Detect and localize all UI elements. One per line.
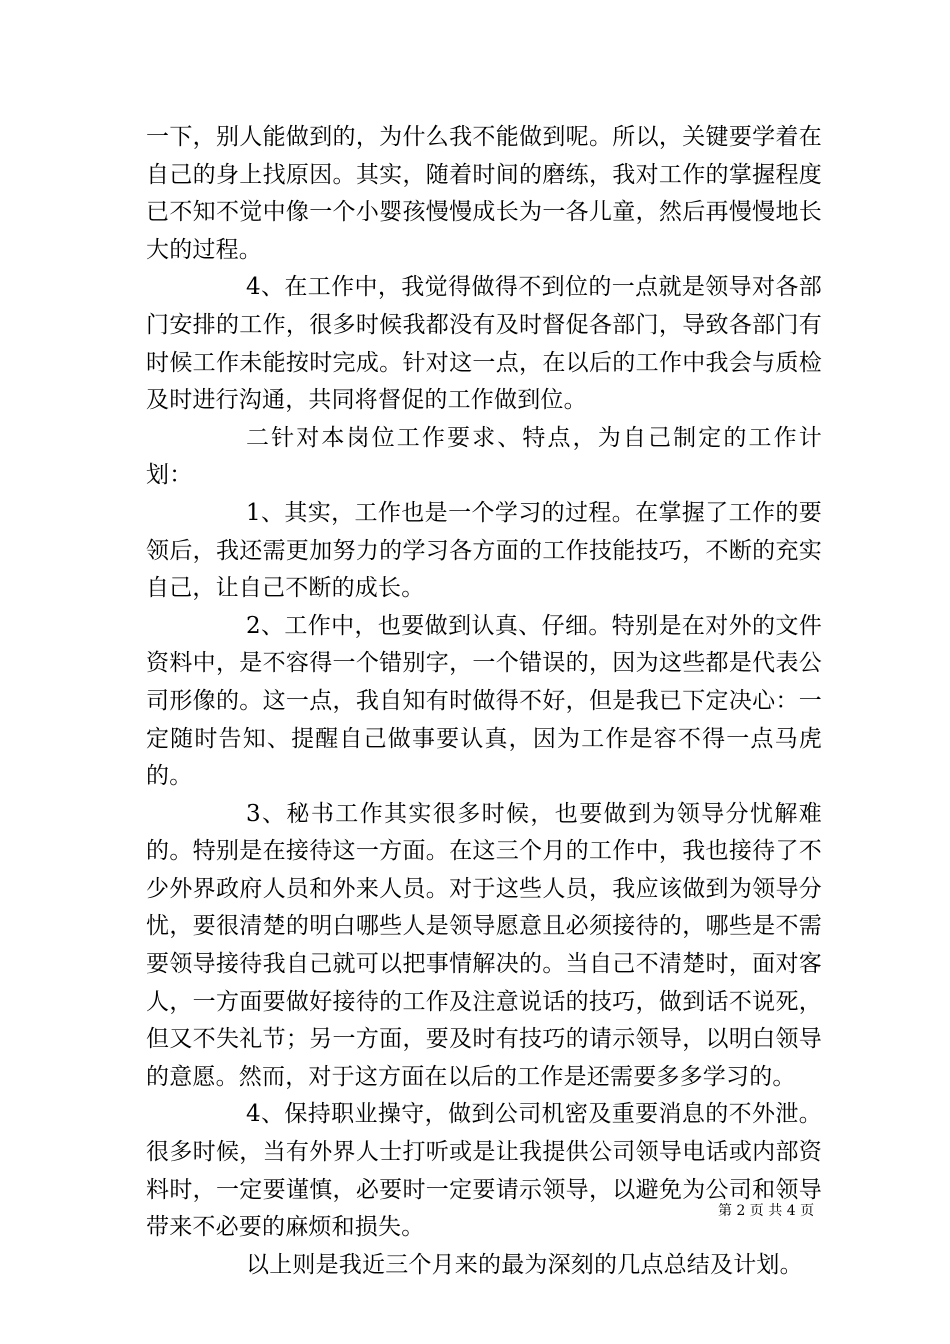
paragraph-6: 3、秘书工作其实很多时候，也要做到为领导分忧解难的。特别是在接待这一方面。在这三个月的工作中，我也接待了不少外界政府人员和外来人员。对于这些人员，我应该做到为领导分忧，要很清楚的明白哪些人是领导愿意且必须接待的，哪些是不需要领导接待我自己就可以把事情解决的。当自己不清楚时，面对客人，一方面要做好接待的工作及注意说话的技巧，做到话不说死，但又不失礼节；另一方面，要及时有技巧的请示领导，以明白领导的意愿。然而，对于这方面在以后的工作是还需要多多学习的。: [146, 800, 822, 1090]
paragraph-conclusion: 以上则是我近三个月来的最为深刻的几点总结及计划。: [246, 1251, 803, 1278]
paragraph-1: 一下，别人能做到的，为什么我不能做到呢。所以，关键要学着在自己的身上找原因。其实，随着时间的磨练，我对工作的掌握程度已不知不觉中像一个小婴孩慢慢成长为一各儿童，然后再慢慢地长大的过程。: [146, 124, 822, 263]
paragraph-2: 4、在工作中，我觉得做得不到位的一点就是领导对各部门安排的工作，很多时候我都没有及时督促各部门，导致各部门有时候工作未能按时完成。针对这一点，在以后的工作中我会与质检及时进行沟通，共同将督促的工作做到位。: [146, 274, 822, 414]
page-number-footer: 第 2 页 共 4 页: [718, 1203, 815, 1219]
paragraph-7: 4、保持职业操守，做到公司机密及重要消息的不外泄。很多时候，当有外界人士打听或是让我提供公司领导电话或内部资料时，一定要谨慎，必要时一定要请示领导，以避免为公司和领导带来不必要的麻烦和损失。: [146, 1101, 822, 1241]
paragraph-5: 2、工作中，也要做到认真、仔细。特别是在对外的文件资料中，是不容得一个错别字，一个错误的，因为这些都是代表公司形像的。这一点，我自知有时做得不好，但是我已下定决心：一定随时告知、提醒自己做事要认真，因为工作是容不得一点马虎的。: [146, 612, 822, 790]
section-heading-plan: 二针对本岗位工作要求、特点，为自己制定的工作计划：: [146, 424, 822, 489]
paragraph-4: 1、其实，工作也是一个学习的过程。在掌握了工作的要领后，我还需更加努力的学习各方面的工作技能技巧，不断的充实自己，让自己不断的成长。: [146, 499, 822, 602]
document-body: [146, 119, 822, 1284]
